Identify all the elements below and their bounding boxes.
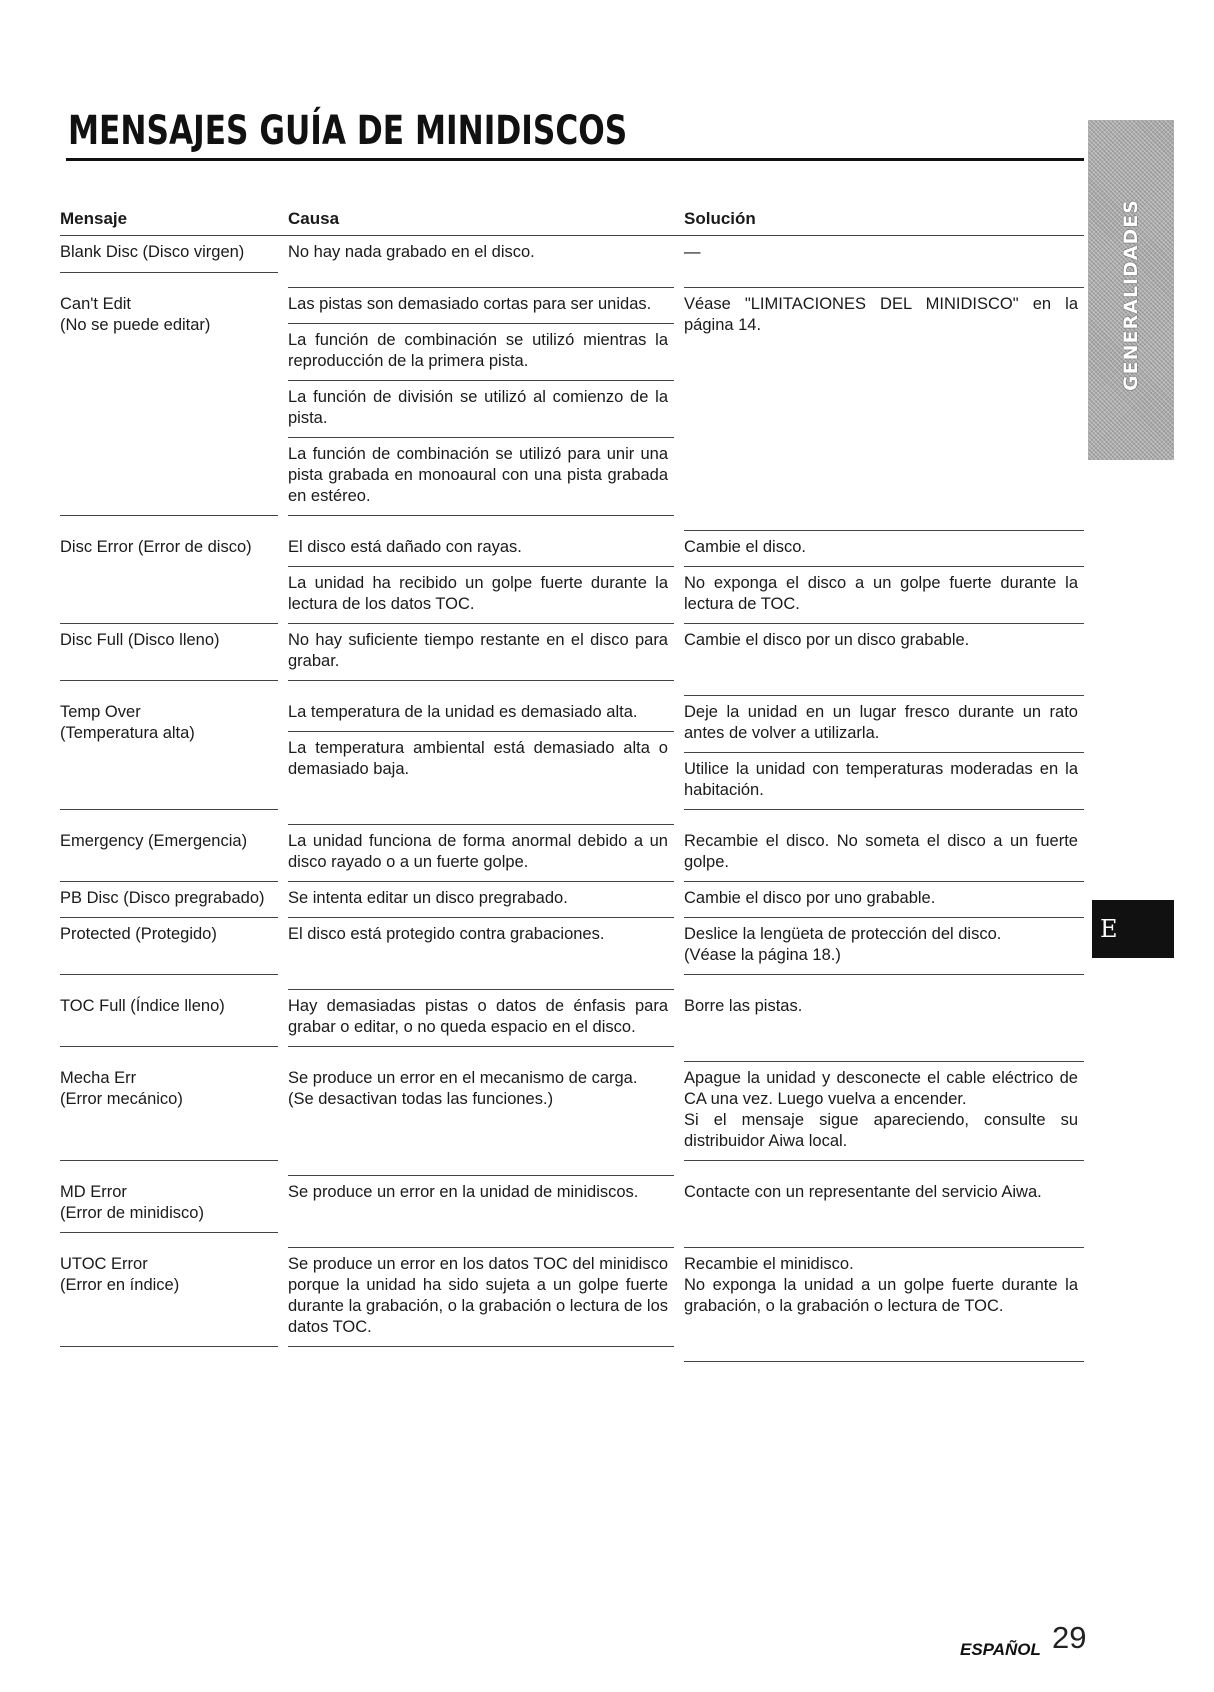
solution-text: Cambie el disco por un disco grabable. xyxy=(684,624,1084,696)
cause-cell xyxy=(288,288,684,531)
solution-text: Recambie el minidisco. No exponga la unidad a un golpe fuerte durante la grabación, o la grabación o lectura de TOC. xyxy=(684,1248,1084,1362)
cause-text: El disco está protegido contra grabaciones. xyxy=(288,918,674,990)
cause-text: Hay demasiadas pistas o datos de énfasis para grabar o editar, o no queda espacio en el disco. xyxy=(288,990,674,1047)
header-message: Mensaje xyxy=(60,204,288,236)
message-cell xyxy=(60,825,288,882)
footer-language: ESPAÑOL xyxy=(960,1640,1041,1659)
solution-text: Apague la unidad y desconecte el cable eléctrico de CA una vez. Luego vuelva a encender. Si el mensaje sigue apareciendo, consulte su distribuidor Aiwa local. xyxy=(684,1062,1084,1161)
cause-text: Se produce un error en la unidad de minidiscos. xyxy=(288,1176,674,1248)
cause-cell xyxy=(288,236,684,288)
cause-text: No hay suficiente tiempo restante en el disco para grabar. xyxy=(288,624,674,681)
message-text: UTOC Error (Error en índice) xyxy=(60,1248,278,1347)
header-solution: Solución xyxy=(684,204,1084,236)
solution-cell xyxy=(684,882,1084,918)
cause-cell xyxy=(288,1062,684,1176)
solution-cell xyxy=(684,1062,1084,1176)
page-title: MENSAJES GUÍA DE MINIDISCOS xyxy=(68,108,628,154)
cause-cell xyxy=(288,990,684,1062)
message-text: Disc Error (Error de disco) xyxy=(60,531,278,624)
table-row xyxy=(60,918,1084,990)
header-cause: Causa xyxy=(288,204,684,236)
section-tab-label-wrap xyxy=(1088,200,1174,390)
table-row xyxy=(60,288,1084,531)
solution-text: Véase "LIMITACIONES DEL MINIDISCO" en la página 14. xyxy=(684,288,1084,531)
message-text: TOC Full (Índice lleno) xyxy=(60,990,278,1047)
solution-cell xyxy=(684,1248,1084,1362)
solution-cell xyxy=(684,1176,1084,1248)
message-cell xyxy=(60,288,288,531)
table-row xyxy=(60,990,1084,1062)
cause-text: Se produce un error en los datos TOC del minidisco porque la unidad ha sido sujeta a un golpe fuerte durante la grabación, o la grabación o lectura de los datos TOC. xyxy=(288,1248,674,1347)
message-text: Protected (Protegido) xyxy=(60,918,278,975)
message-cell xyxy=(60,531,288,624)
solution-text: Cambie el disco. xyxy=(684,531,1084,567)
message-text: Disc Full (Disco lleno) xyxy=(60,624,278,681)
solution-text: Recambie el disco. No someta el disco a un fuerte golpe. xyxy=(684,825,1084,882)
solution-cell xyxy=(684,825,1084,882)
page-number: 29 xyxy=(1052,1620,1087,1655)
message-text: Temp Over (Temperatura alta) xyxy=(60,696,278,810)
cause-text: La temperatura de la unidad es demasiado alta. xyxy=(288,696,674,732)
cause-cell xyxy=(288,531,684,624)
cause-text: No hay nada grabado en el disco. xyxy=(288,236,674,288)
solution-text: Deje la unidad en un lugar fresco durante un rato antes de volver a utilizarla. xyxy=(684,696,1084,753)
title-rule xyxy=(66,158,1084,161)
solution-text: Utilice la unidad con temperaturas moderadas en la habitación. xyxy=(684,753,1084,810)
solution-text: Contacte con un representante del servicio Aiwa. xyxy=(684,1176,1084,1248)
message-cell xyxy=(60,236,288,288)
message-text: Mecha Err (Error mecánico) xyxy=(60,1062,278,1161)
cause-text: La función de división se utilizó al comienzo de la pista. xyxy=(288,381,674,438)
cause-text: La temperatura ambiental está demasiado alta o demasiado baja. xyxy=(288,732,674,825)
message-text: PB Disc (Disco pregrabado) xyxy=(60,882,278,918)
section-tab-label: GENERALIDADES xyxy=(1120,199,1143,391)
table-row xyxy=(60,882,1084,918)
cause-text: La unidad ha recibido un golpe fuerte durante la lectura de los datos TOC. xyxy=(288,567,674,624)
cause-text: La función de combinación se utilizó para unir una pista grabada en monoaural con una pista grabada en estéreo. xyxy=(288,438,674,516)
solution-cell xyxy=(684,696,1084,825)
message-cell xyxy=(60,624,288,696)
table-row xyxy=(60,624,1084,696)
solution-cell xyxy=(684,624,1084,696)
table-body xyxy=(60,236,1084,1362)
table-row xyxy=(60,696,1084,825)
solution-cell xyxy=(684,236,1084,288)
table-row xyxy=(60,1062,1084,1176)
cause-cell xyxy=(288,825,684,882)
solution-text: Cambie el disco por uno grabable. xyxy=(684,882,1084,918)
solution-text: No exponga el disco a un golpe fuerte durante la lectura de TOC. xyxy=(684,567,1084,624)
message-cell xyxy=(60,1176,288,1248)
message-text: Blank Disc (Disco virgen) xyxy=(60,236,278,273)
message-text: MD Error (Error de minidisco) xyxy=(60,1176,278,1233)
cause-cell xyxy=(288,1176,684,1248)
solution-cell xyxy=(684,918,1084,990)
cause-cell xyxy=(288,1248,684,1362)
cause-cell xyxy=(288,918,684,990)
cause-text: Se intenta editar un disco pregrabado. xyxy=(288,882,674,918)
solution-text: Borre las pistas. xyxy=(684,990,1084,1062)
cause-text: El disco está dañado con rayas. xyxy=(288,531,674,567)
message-cell xyxy=(60,696,288,825)
table-row xyxy=(60,531,1084,624)
message-cell xyxy=(60,1248,288,1362)
message-cell xyxy=(60,990,288,1062)
solution-text: — xyxy=(684,236,1084,288)
solution-cell xyxy=(684,990,1084,1062)
table-row xyxy=(60,236,1084,288)
table-header-row xyxy=(60,204,1084,236)
table-row xyxy=(60,1176,1084,1248)
cause-cell xyxy=(288,696,684,825)
table-row xyxy=(60,825,1084,882)
message-text: Emergency (Emergencia) xyxy=(60,825,278,882)
solution-cell xyxy=(684,288,1084,531)
cause-text: La función de combinación se utilizó mientras la reproducción de la primera pista. xyxy=(288,324,674,381)
cause-text: Se produce un error en el mecanismo de carga. (Se desactivan todas las funciones.) xyxy=(288,1062,674,1176)
message-cell xyxy=(60,918,288,990)
solution-cell xyxy=(684,531,1084,624)
table-row xyxy=(60,1248,1084,1362)
message-cell xyxy=(60,882,288,918)
cause-cell xyxy=(288,624,684,696)
cause-text: La unidad funciona de forma anormal debido a un disco rayado o a un fuerte golpe. xyxy=(288,825,674,882)
cause-text: Las pistas son demasiado cortas para ser unidas. xyxy=(288,288,674,324)
language-tab: E xyxy=(1092,900,1174,958)
message-text: Can't Edit (No se puede editar) xyxy=(60,288,278,516)
messages-table xyxy=(60,204,1084,1362)
message-cell xyxy=(60,1062,288,1176)
cause-cell xyxy=(288,882,684,918)
solution-text: Deslice la lengüeta de protección del disco. (Véase la página 18.) xyxy=(684,918,1084,975)
